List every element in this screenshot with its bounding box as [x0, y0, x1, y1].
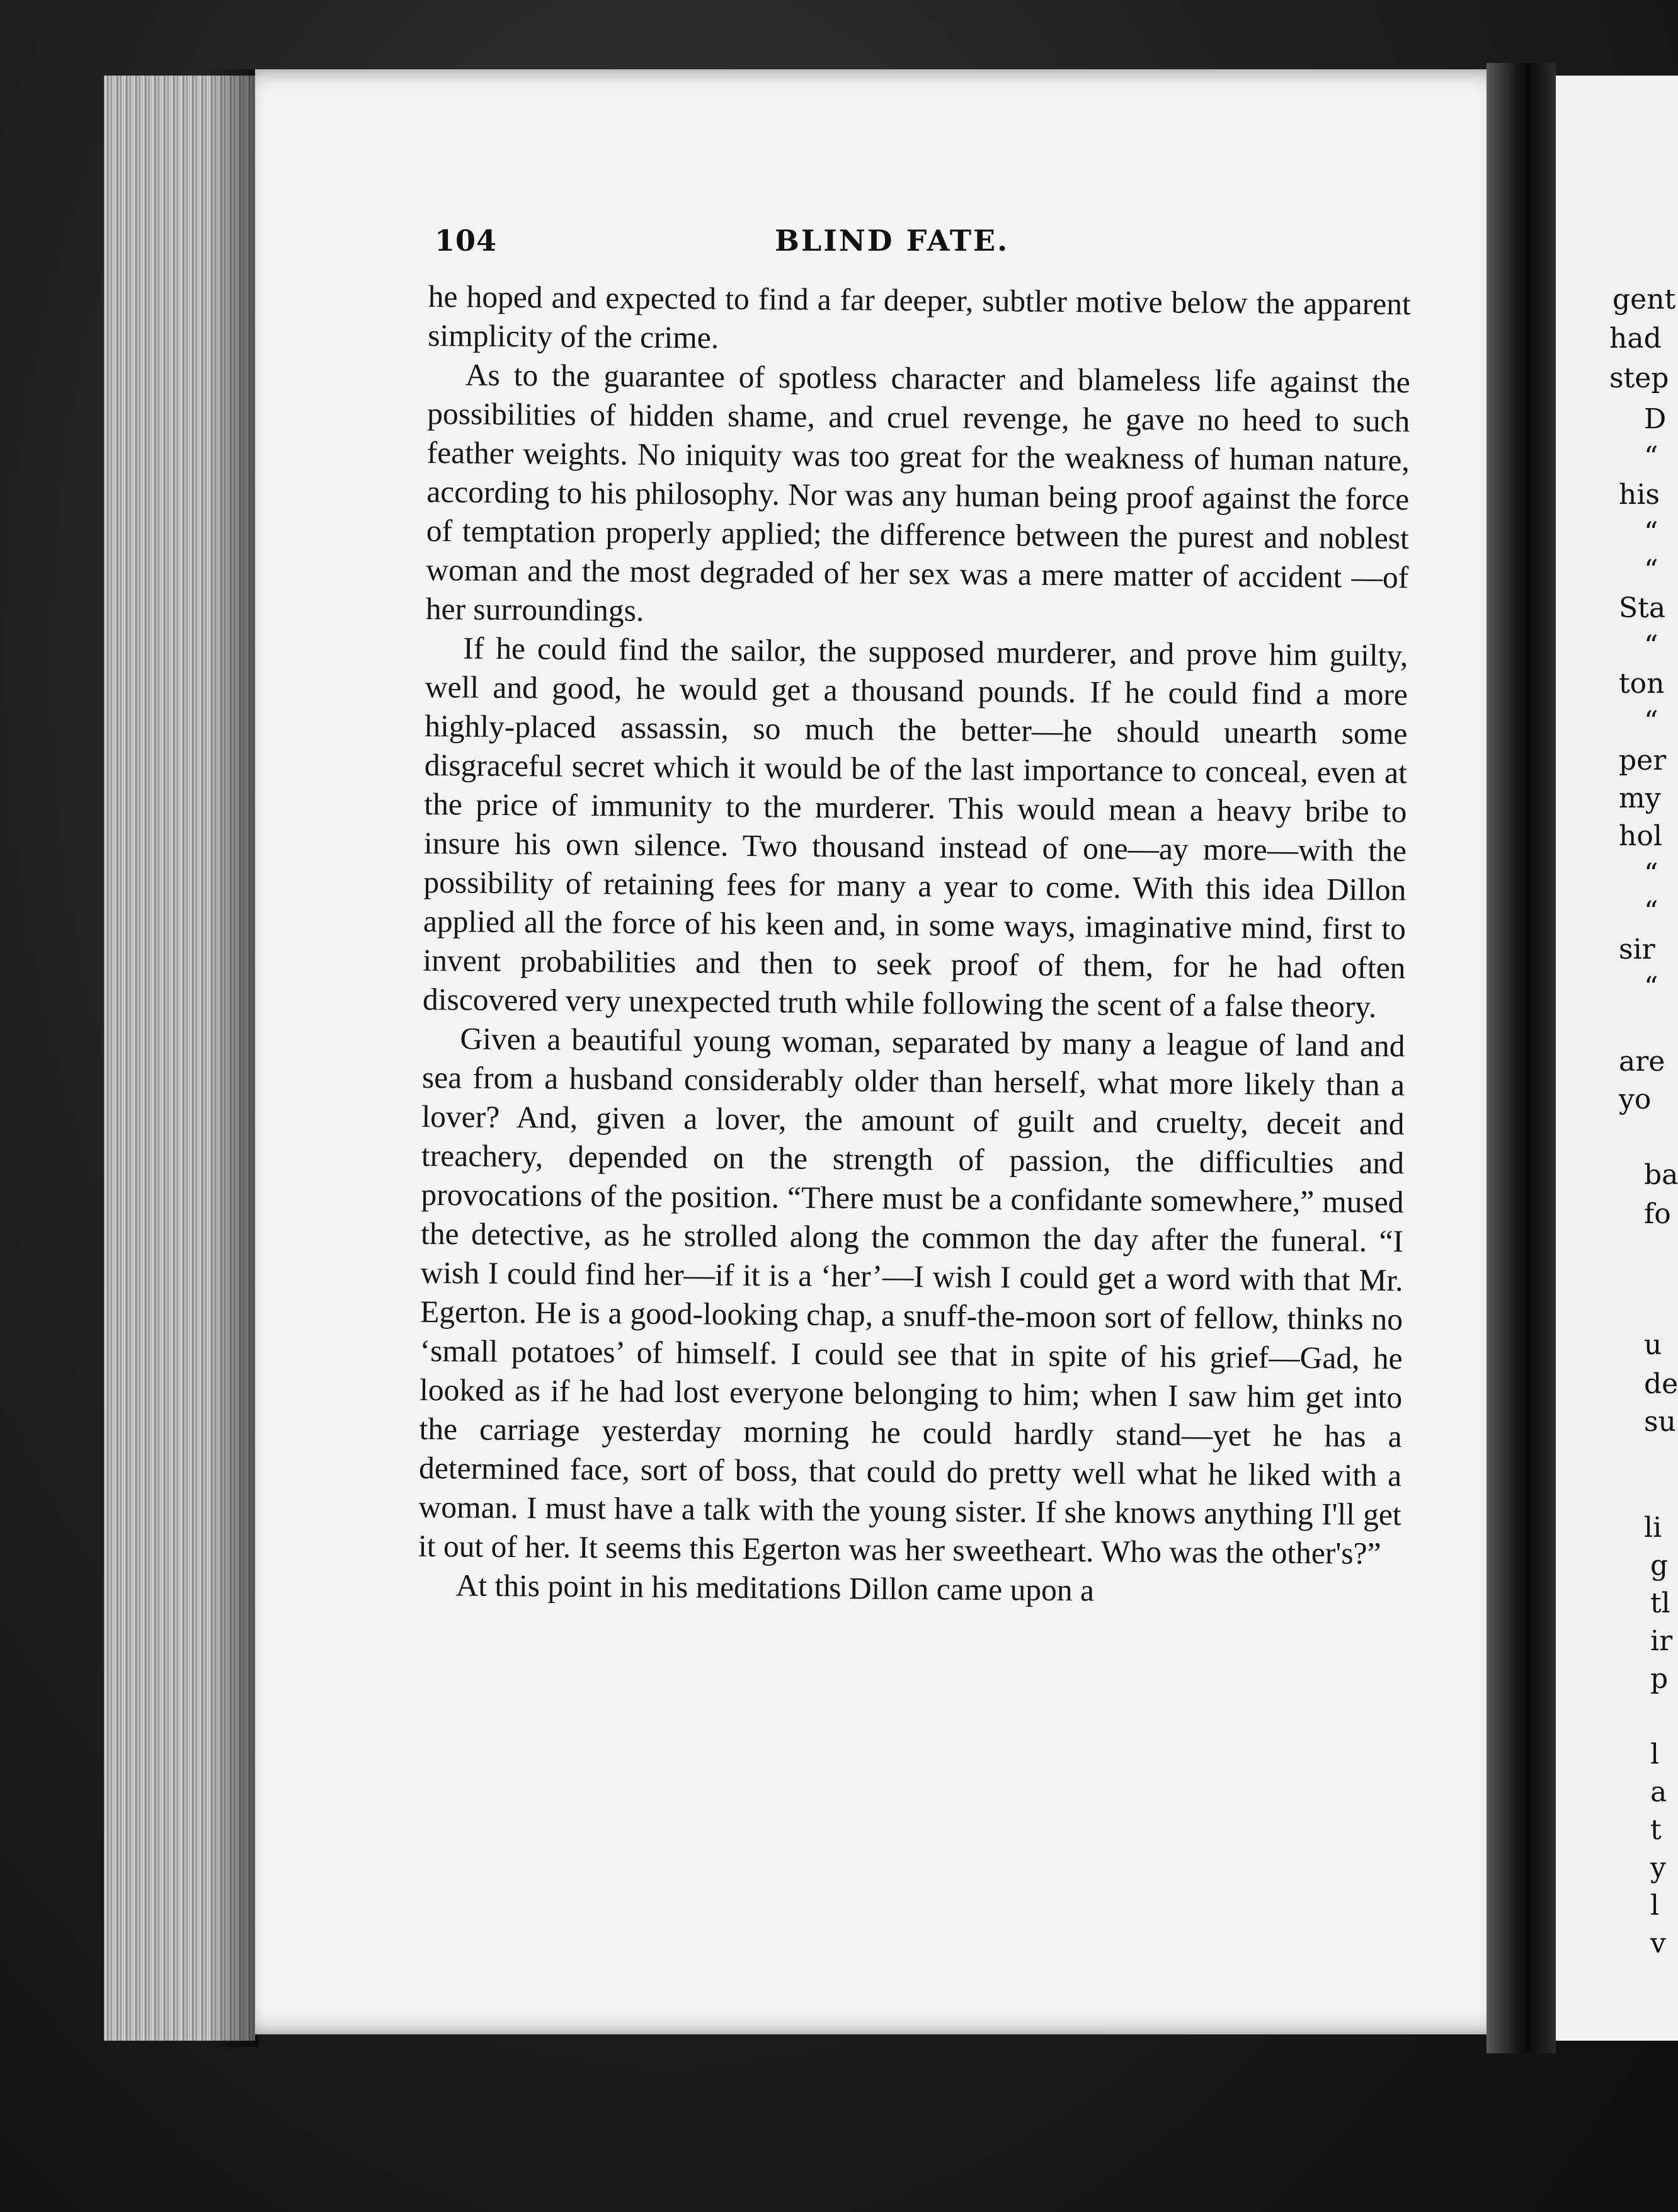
- facing-fragment: “: [1644, 971, 1658, 1003]
- facing-fragment: my: [1619, 782, 1661, 814]
- facing-page-text: [1556, 76, 1678, 2041]
- paragraph: Given a beautiful young woman, separated by many a league of land and sea from a husband considerably older than herself, what more likely than a lover? And, given a lover, the amount of guilt and cruelty, deceit and treachery, depended on the strength of passion, the difficulties and provocations of the position. “There must be a confidante somewhere,” mused the detective, as he strolled along the common the day after the funeral. “I wish I could find her—if it is a ‘her’—I wish I could get a word with that Mr. Egerton. He is a good-looking chap, a snuff-the-moon sort of fellow, thinks no ‘small potatoes’ of himself. I could see that in spite of his grief—Gad, he looked as if he had lost everyone belonging to him; when I saw him get into the carriage yesterday morning he could hardly stand—yet he has a determined face, sort of boss, that could do pretty well what he liked with a woman. I must have a talk with the young sister. If she knows anything I'll get it out of her. It seems this Egerton was her sweetheart. Who was the other's?”: [418, 1021, 1405, 1571]
- book-page-right: [1556, 76, 1678, 2041]
- facing-fragment: v: [1650, 1927, 1666, 1959]
- facing-fragment: “: [1644, 705, 1658, 738]
- facing-fragment: l: [1650, 1738, 1660, 1770]
- facing-fragment: su: [1644, 1406, 1676, 1438]
- facing-fragment: fo: [1644, 1198, 1671, 1230]
- facing-fragment: l: [1650, 1890, 1660, 1922]
- facing-fragment: ir: [1650, 1625, 1673, 1657]
- facing-fragment: a: [1650, 1776, 1667, 1808]
- paragraph: At this point in his meditations Dillon came upon a: [455, 1568, 1095, 1608]
- running-title: BLIND FATE.: [775, 224, 1010, 258]
- facing-fragment: p: [1650, 1663, 1669, 1695]
- facing-fragment: yo: [1619, 1083, 1652, 1115]
- paragraph: As to the guarantee of spotless character and blameless life against the possibilities of hidden shame, and cruel revenge, he gave no heed to such feather weights. No iniquity was too great for the weakness of human nature, according to his philosophy. Nor was any human being proof against the force of temptation properly applied; the difference between the purest and noblest woman and the most degraded of her sex was a mere matter of accident —of her surroundings.: [425, 357, 1410, 628]
- paragraph: he hoped and expected to find a far deeper, subtler motive below the apparent simplicity of the crime.: [428, 278, 1411, 355]
- running-head: [435, 224, 1417, 268]
- facing-fragment: ton: [1619, 668, 1665, 700]
- book-gutter: [1487, 63, 1556, 2053]
- facing-fragment: ba: [1644, 1159, 1678, 1191]
- body-text: [418, 277, 1411, 1612]
- facing-fragment: per: [1619, 744, 1667, 777]
- facing-fragment: tl: [1650, 1587, 1670, 1619]
- facing-fragment: D: [1644, 403, 1667, 435]
- facing-fragment: g: [1650, 1549, 1669, 1582]
- page-edges-shadow: [208, 69, 258, 2047]
- facing-fragment: gent: [1612, 283, 1676, 316]
- page-number: 104: [435, 224, 498, 258]
- facing-fragment: y: [1650, 1852, 1666, 1884]
- facing-fragment: are: [1619, 1046, 1665, 1078]
- facing-fragment: step: [1609, 362, 1669, 394]
- facing-fragment: “: [1644, 896, 1658, 928]
- facing-fragment: u: [1644, 1329, 1662, 1361]
- facing-fragment: “: [1644, 630, 1658, 662]
- facing-fragment: “: [1644, 554, 1658, 586]
- facing-fragment: “: [1644, 441, 1658, 473]
- facing-fragment: “: [1644, 858, 1658, 890]
- facing-fragment: hol: [1619, 820, 1662, 852]
- facing-fragment: sir: [1619, 933, 1655, 966]
- facing-fragment: li: [1644, 1512, 1662, 1544]
- facing-fragment: Sta: [1619, 592, 1666, 624]
- facing-fragment: de: [1644, 1368, 1678, 1400]
- facing-fragment: his: [1619, 479, 1660, 511]
- facing-fragment: “: [1644, 516, 1658, 549]
- facing-fragment: had: [1609, 322, 1662, 355]
- paragraph: If he could find the sailor, the supposed murderer, and prove him guilty, well and good, he would get a thousand pounds. If he could find a more highly-placed assassin, so much the better—he should unearth some disgraceful secret which it would be of the last importance to conceal, even at the price of immunity to the murderer. This would mean a heavy bribe to insure his own silence. Two thousand instead of one—ay more—with the possibility of retaining fees for many a year to come. With this idea Dillon applied all the force of his keen and, in some ways, imaginative mind, first to invent probabilities and then to seek proof of them, for he had often discovered very unexpected truth while following the scent of a false theory.: [422, 630, 1408, 1024]
- facing-fragment: t: [1650, 1814, 1662, 1846]
